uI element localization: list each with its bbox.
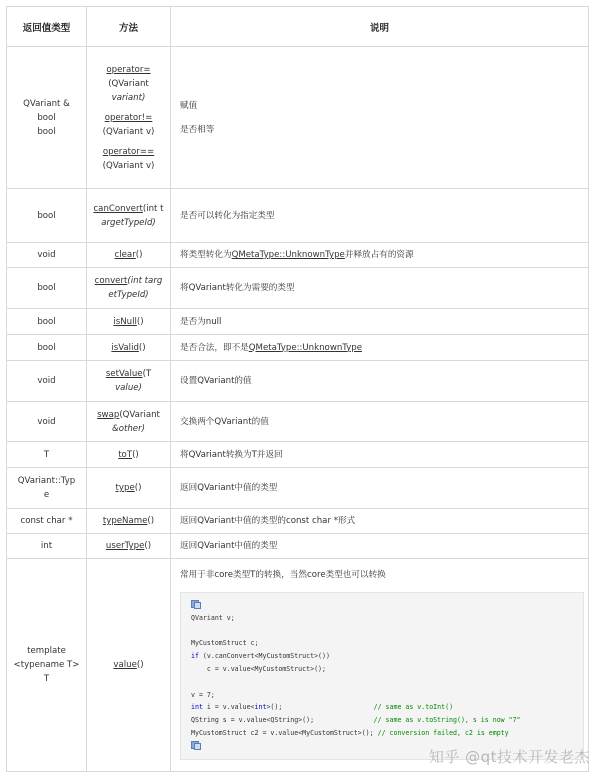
description-cell: [171, 47, 589, 189]
method-args: etTypeId): [108, 290, 149, 300]
table-row: [7, 361, 589, 402]
code-line: MyCustomStruct c;: [191, 639, 259, 648]
method-args: (): [147, 516, 155, 526]
method-link-value[interactable]: value: [113, 660, 137, 670]
table-row: [7, 243, 589, 268]
method-link-operator-eq[interactable]: operator==: [102, 146, 155, 157]
description-cell: 将QVariant转化为需要的类型: [171, 268, 589, 309]
return-type-cell: bool: [7, 335, 87, 361]
table-row: [7, 534, 589, 559]
link-unknown-type[interactable]: QMetaType::UnknownType: [248, 342, 363, 353]
header-method: 方法: [87, 7, 171, 47]
code-comment: // conversion failed, c2 is empty: [377, 728, 509, 737]
code-line: int i = v.value<int>(); // same as v.toInt(): [191, 703, 454, 712]
method-cell: [87, 335, 171, 361]
return-type-cell: QVariant & bool bool: [7, 47, 87, 189]
return-type-cell: bool: [7, 189, 87, 243]
method-cell: [87, 559, 171, 772]
table-row: [7, 402, 589, 442]
description-cell: 将QVariant转换为T并返回: [171, 442, 589, 468]
description-cell: 返回QVariant中值的类型: [171, 468, 589, 509]
method-args: (): [136, 660, 144, 670]
method-args: (): [138, 342, 146, 353]
code-line: [191, 625, 577, 638]
table-row: [7, 468, 589, 509]
method-args: (): [134, 483, 142, 493]
description-text: 并释放占有的资源: [344, 250, 414, 260]
table-row: [7, 189, 589, 243]
code-text: QString s = v.value<QString>();: [191, 716, 315, 725]
description-cell: 设置QVariant的值: [171, 361, 589, 402]
method-args: (T: [142, 369, 152, 379]
description-text: 是否合法，即不是: [180, 342, 249, 353]
method-link-clear[interactable]: clear: [114, 250, 136, 260]
method-args: (int targ: [127, 276, 163, 286]
code-line: v = 7;: [191, 690, 215, 699]
method-link-swap[interactable]: swap: [97, 409, 120, 420]
return-type-cell: const char *: [7, 509, 87, 534]
copy-code-icon[interactable]: [191, 740, 200, 748]
description-cell: [171, 243, 589, 268]
return-type-cell: bool: [7, 309, 87, 335]
description-cell: 返回QVariant中值的类型的const char *形式: [171, 509, 589, 534]
description-text: 是否相等: [180, 124, 215, 135]
code-comment: // same as v.toInt(): [373, 703, 454, 712]
method-cell: [87, 402, 171, 442]
method-link-typename[interactable]: typeName: [102, 516, 148, 526]
qvariant-methods-table: [6, 6, 589, 772]
method-args: (QVariant: [119, 409, 160, 420]
method-args: (): [144, 541, 152, 551]
method-args: (QVariant v): [102, 126, 155, 137]
return-type-cell: void: [7, 402, 87, 442]
description-cell: [171, 559, 589, 772]
link-unknown-type[interactable]: QMetaType::UnknownType: [231, 250, 345, 260]
header-return-type: 返回值类型: [7, 7, 87, 47]
code-line: if (v.canConvert<MyCustomStruct>()): [191, 652, 330, 661]
method-link-type[interactable]: type: [115, 483, 135, 493]
method-args: (): [135, 250, 143, 260]
description-cell: 返回QVariant中值的类型: [171, 534, 589, 559]
method-cell: [87, 47, 171, 189]
table-row: [7, 47, 589, 189]
table-row: [7, 309, 589, 335]
method-link-usertype[interactable]: userType: [105, 541, 145, 551]
method-link-tot[interactable]: toT: [118, 449, 133, 460]
description-cell: [171, 335, 589, 361]
method-args: (QVariant: [108, 78, 149, 89]
method-cell: [87, 361, 171, 402]
description-text: 赋值: [180, 100, 198, 111]
method-link-isvalid[interactable]: isValid: [111, 342, 139, 353]
method-args: argetTypeId): [101, 217, 156, 228]
table-row: [7, 509, 589, 534]
code-line: [191, 676, 577, 689]
description-cell: 交换两个QVariant的值: [171, 402, 589, 442]
method-cell: [87, 268, 171, 309]
return-type-cell: void: [7, 243, 87, 268]
table-row: [7, 335, 589, 361]
method-link-operator-neq[interactable]: operator!=: [104, 112, 153, 123]
method-link-setvalue[interactable]: setValue: [105, 369, 143, 379]
code-text: MyCustomStruct c2 = v.value<MyCustomStruct>();: [191, 728, 374, 737]
code-line: [191, 727, 577, 740]
description-text: 将类型转化为: [180, 250, 232, 260]
method-link-convert[interactable]: convert: [94, 276, 128, 286]
table-row: [7, 442, 589, 468]
watermark: 知乎 @qt技术开发老杰: [428, 748, 590, 766]
method-args: (int t: [142, 203, 164, 214]
code-block: [180, 592, 584, 760]
method-args: variant): [111, 92, 146, 103]
copy-code-icon[interactable]: [191, 599, 200, 607]
code-line: [191, 714, 577, 727]
table-row: [7, 559, 589, 772]
code-line: QVariant v;: [191, 613, 235, 622]
description-text: 常用于非core类型T的转换，当然core类型也可以转换: [180, 570, 386, 580]
method-cell: [87, 243, 171, 268]
method-cell: [87, 309, 171, 335]
method-link-operator-assign[interactable]: operator=: [106, 64, 151, 75]
method-args: &other): [112, 423, 145, 434]
method-args: (QVariant v): [102, 160, 155, 171]
table-row: [7, 268, 589, 309]
method-args: value): [115, 383, 142, 393]
method-link-canconvert[interactable]: canConvert: [93, 203, 143, 214]
method-cell: [87, 189, 171, 243]
header-description: 说明: [171, 7, 589, 47]
return-type-cell: bool: [7, 268, 87, 309]
method-args: (): [136, 316, 144, 327]
code-line: c = v.value<MyCustomStruct>();: [191, 664, 326, 673]
method-link-isnull[interactable]: isNull: [113, 316, 137, 327]
return-type-cell: QVariant::Typ e: [7, 468, 87, 509]
table-header-row: [7, 7, 589, 47]
method-cell: [87, 468, 171, 509]
return-type-cell: int: [7, 534, 87, 559]
code-comment: // same as v.toString(), s is now "7": [373, 716, 521, 725]
method-args: (): [132, 449, 139, 460]
return-type-cell: template <typename T> T: [7, 559, 87, 772]
return-type-cell: void: [7, 361, 87, 402]
method-cell: [87, 442, 171, 468]
description-cell: 是否可以转化为指定类型: [171, 189, 589, 243]
method-cell: [87, 509, 171, 534]
method-cell: [87, 534, 171, 559]
return-type-cell: T: [7, 442, 87, 468]
description-cell: 是否为null: [171, 309, 589, 335]
